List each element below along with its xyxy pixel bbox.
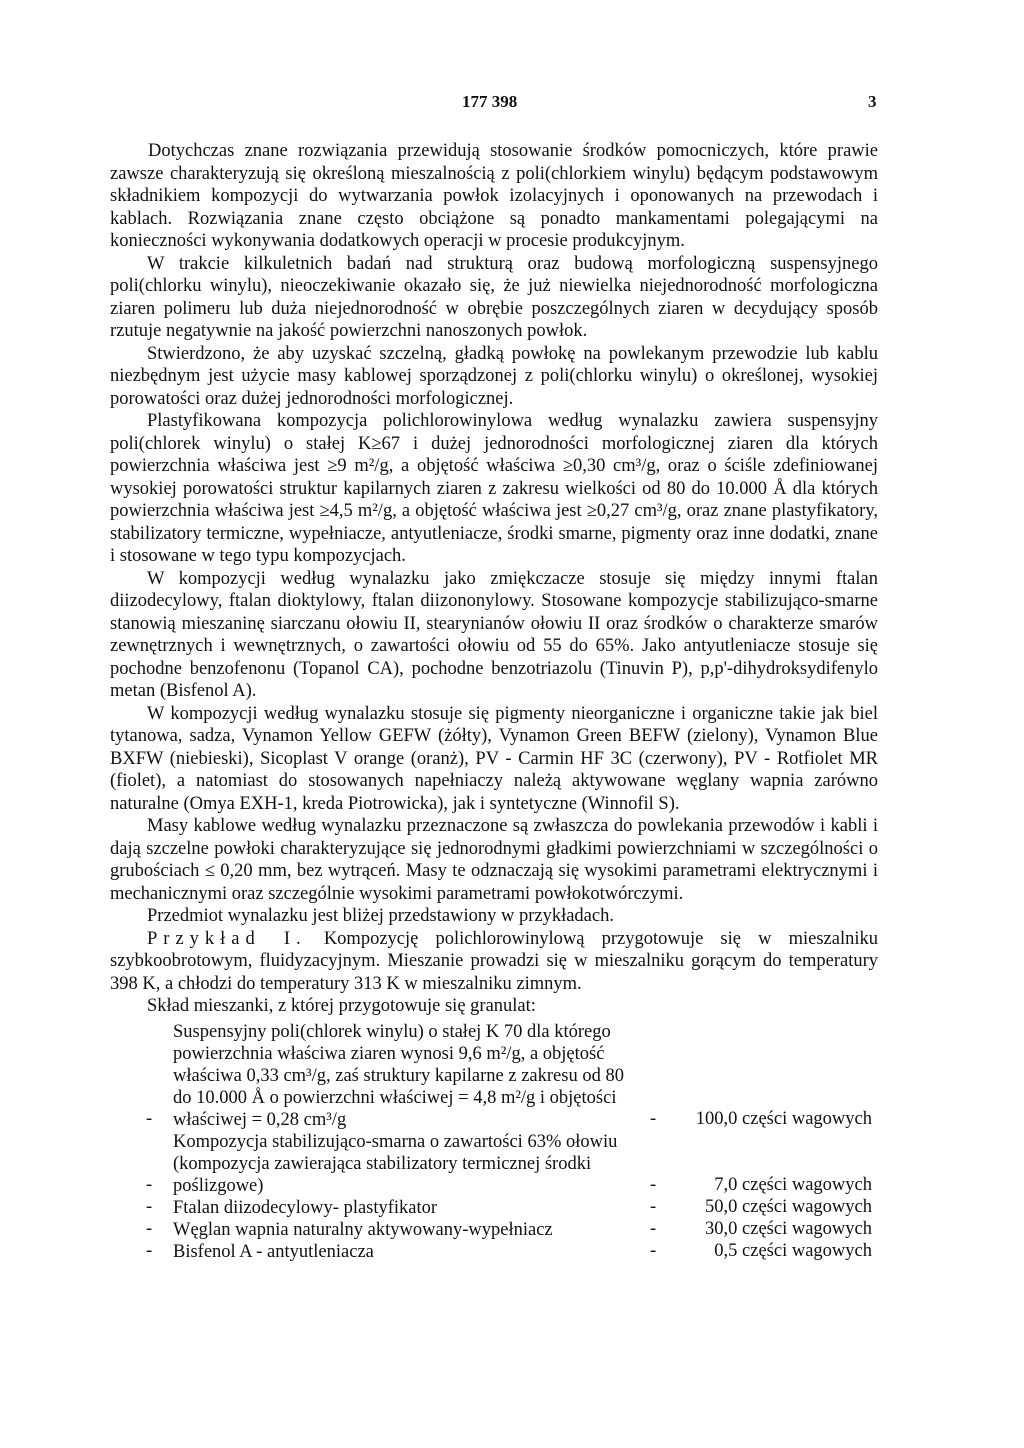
page-header: [0, 92, 1024, 116]
composition-intro: Skład mieszanki, z której przygotowuje się granulat:: [147, 996, 536, 1016]
example-text: Kompozycję polichlorowinylową przygotowuje się w mieszalniku szybkoobrotowym, fluidyzacyjnym. Mieszanie prowadzi się w mieszalniku gorącym do temperatury 398 K, a chłodzi do temperatury 313 K w mieszalniku zimnym.: [110, 928, 878, 994]
bullet-dash: -: [146, 1219, 153, 1239]
paragraph-pigments: W kompozycji według wynalazku stosuje się pigmenty nieorganiczne i organiczne takie jak biel tytanowa, sadza, Vynamon Yellow GEFW (żółty), Vynamon Green BEFW (zielony), Vynamon Blue BXFW (niebieski), Sicoplast V orange (oranż), PV - Carmin HF 3C (czerwony), PV - Rotfiolet MR (fiolet), a natomiast do stosowanych napełniaczy należą aktywowane węglany wapnia zarówno naturalne (Omya EXH-1, kreda Piotrowicka), jak i syntetyczne (Winnofil S).: [110, 703, 878, 814]
bullet-dash: -: [146, 1241, 153, 1261]
bullet-dash: -: [146, 1175, 153, 1195]
component-name: Bisfenol A - antyutleniacza: [173, 1241, 374, 1262]
composition-list: [110, 1021, 878, 1263]
component-amount: 100,0 części wagowych: [695, 1109, 872, 1129]
component-name: Suspensyjny poli(chlorek winylu) o stałej K 70 dla którego powierzchnia właściwa ziaren wynosi 9,6 m²/g, a objętość właściwa 0,33 cm³/g, zaś struktury kapilarne z zakresu od 80 do 10.000 Å o powierzchni właściwej = 4,8 m²/g i objętości właściwej = 0,28 cm³/g: [173, 1021, 624, 1130]
component-name: Kompozycja stabilizująco-smarna o zawartości 63% ołowiu (kompozycja zawierająca stabilizatory termicznej środki poślizgowe): [173, 1131, 618, 1196]
component-name: Węglan wapnia naturalny aktywowany-wypełniacz: [173, 1219, 553, 1240]
paragraph-finding: Stwierdzono, że aby uzyskać szczelną, gładką powłokę na powlekanym przewodzie lub kablu niezbędnym jest użycie masy kablowej sporządzonej z poli(chlorku winylu) o określonej, wysokiej porowatości oraz dużej jednorodności morfologicznej.: [110, 343, 878, 409]
composition-item: [110, 1241, 878, 1263]
paragraph-applications: Masy kablowe według wynalazku przeznaczone są zwłaszcza do powlekania przewodów i kabli i dają szczelne powłoki charakteryzujące się jednorodnymi gładkimi powierzchniami w szczególności o grubościach ≤ 0,20 mm, bez wytrąceń. Masy te odznaczają się wysokimi parametrami elektrycznymi i mechanicznymi oraz szczególnie wysokimi parametrami powłokotwórczymi.: [110, 816, 878, 904]
paragraph-invention: Plastyfikowana kompozycja polichlorowinylowa według wynalazku zawiera suspensyjny poli(chlorek winylu) o stałej K≥67 i dużej jednorodności morfologicznej ziaren dla których powierzchnia właściwa jest ≥9 m²/g, a objętość właściwa ≥0,30 cm³/g, oraz o ściśle zdefiniowanej wysokiej porowatości struktur kapilarnych ziaren z zakresu wielkości od 80 do 10.000 Å dla których powierzchnia właściwa jest ≥4,5 m²/g, a objętość właściwa jest ≥0,27 cm³/g, oraz znane plastyfikatory, stabilizatory termiczne, wypełniacze, antyutleniacze, środki smarne, pigmenty oraz inne dodatki, znane i stosowane w tego typu kompozycjach.: [110, 411, 878, 566]
composition-item: [110, 1131, 878, 1197]
page-number: 3: [868, 92, 877, 111]
document-body: [110, 140, 878, 1263]
example-label: Przykład I.: [147, 928, 307, 949]
bullet-dash: -: [146, 1109, 153, 1129]
component-amount: 7,0 części wagowych: [714, 1175, 872, 1195]
component-name: Ftalan diizodecylowy- plastyfikator: [173, 1197, 438, 1218]
separator-dash: -: [650, 1197, 657, 1217]
separator-dash: -: [650, 1175, 657, 1195]
paragraph-example-1: [110, 928, 878, 996]
composition-item: [110, 1021, 878, 1131]
separator-dash: -: [650, 1241, 657, 1261]
component-amount: 0,5 części wagowych: [714, 1241, 872, 1261]
document-number: 177 398: [462, 92, 518, 111]
paragraph-research: W trakcie kilkuletnich badań nad strukturą oraz budową morfologiczną suspensyjnego poli(chlorku winylu), nieoczekiwanie okazało się, że już niewielka niejednorodność morfologiczna ziaren polimeru lub duża niejednorodność w obrębie poszczególnych ziaren w decydujący sposób rzutuje negatywnie na jakość powierzchni nanoszonych powłok.: [110, 253, 878, 341]
bullet-dash: -: [146, 1197, 153, 1217]
component-amount: 50,0 części wagowych: [705, 1197, 872, 1217]
composition-item: [110, 1219, 878, 1241]
paragraph-prior-art: Dotychczas znane rozwiązania przewidują stosowanie środków pomocniczych, które prawie zawsze charakteryzują się określoną mieszalnością z poli(chlorkiem winylu) będącym podstawowym składnikiem kompozycji do wytwarzania powłok izolacyjnych i oponowanych na przewodach i kablach. Rozwiązania znane często obciążone są ponadto mankamentami polegającymi na konieczności wykonywania dodatkowych operacji w procesie produkcyjnym.: [110, 141, 878, 251]
separator-dash: -: [650, 1219, 657, 1239]
separator-dash: -: [650, 1109, 657, 1129]
component-amount: 30,0 części wagowych: [705, 1219, 872, 1239]
composition-item: [110, 1197, 878, 1219]
paragraph-examples-intro: Przedmiot wynalazku jest bliżej przedstawiony w przykładach.: [147, 906, 614, 926]
paragraph-plasticizers: W kompozycji według wynalazku jako zmiękczacze stosuje się między innymi ftalan diizodecylowy, ftalan dioktylowy, ftalan diizononylowy. Stosowane kompozycje stabilizująco-smarne stanowią mieszaninę siarczanu ołowiu II, stearynianów ołowiu II oraz środków o charakterze smarów zewnętrznych i wewnętrznych, o zawartości ołowiu od 55 do 65%. Jako antyutleniacze stosuje się pochodne benzofenonu (Topanol CA), pochodne benzotriazolu (Tinuvin P), p,p'-dihydroksydifenylo metan (Bisfenol A).: [110, 568, 878, 701]
